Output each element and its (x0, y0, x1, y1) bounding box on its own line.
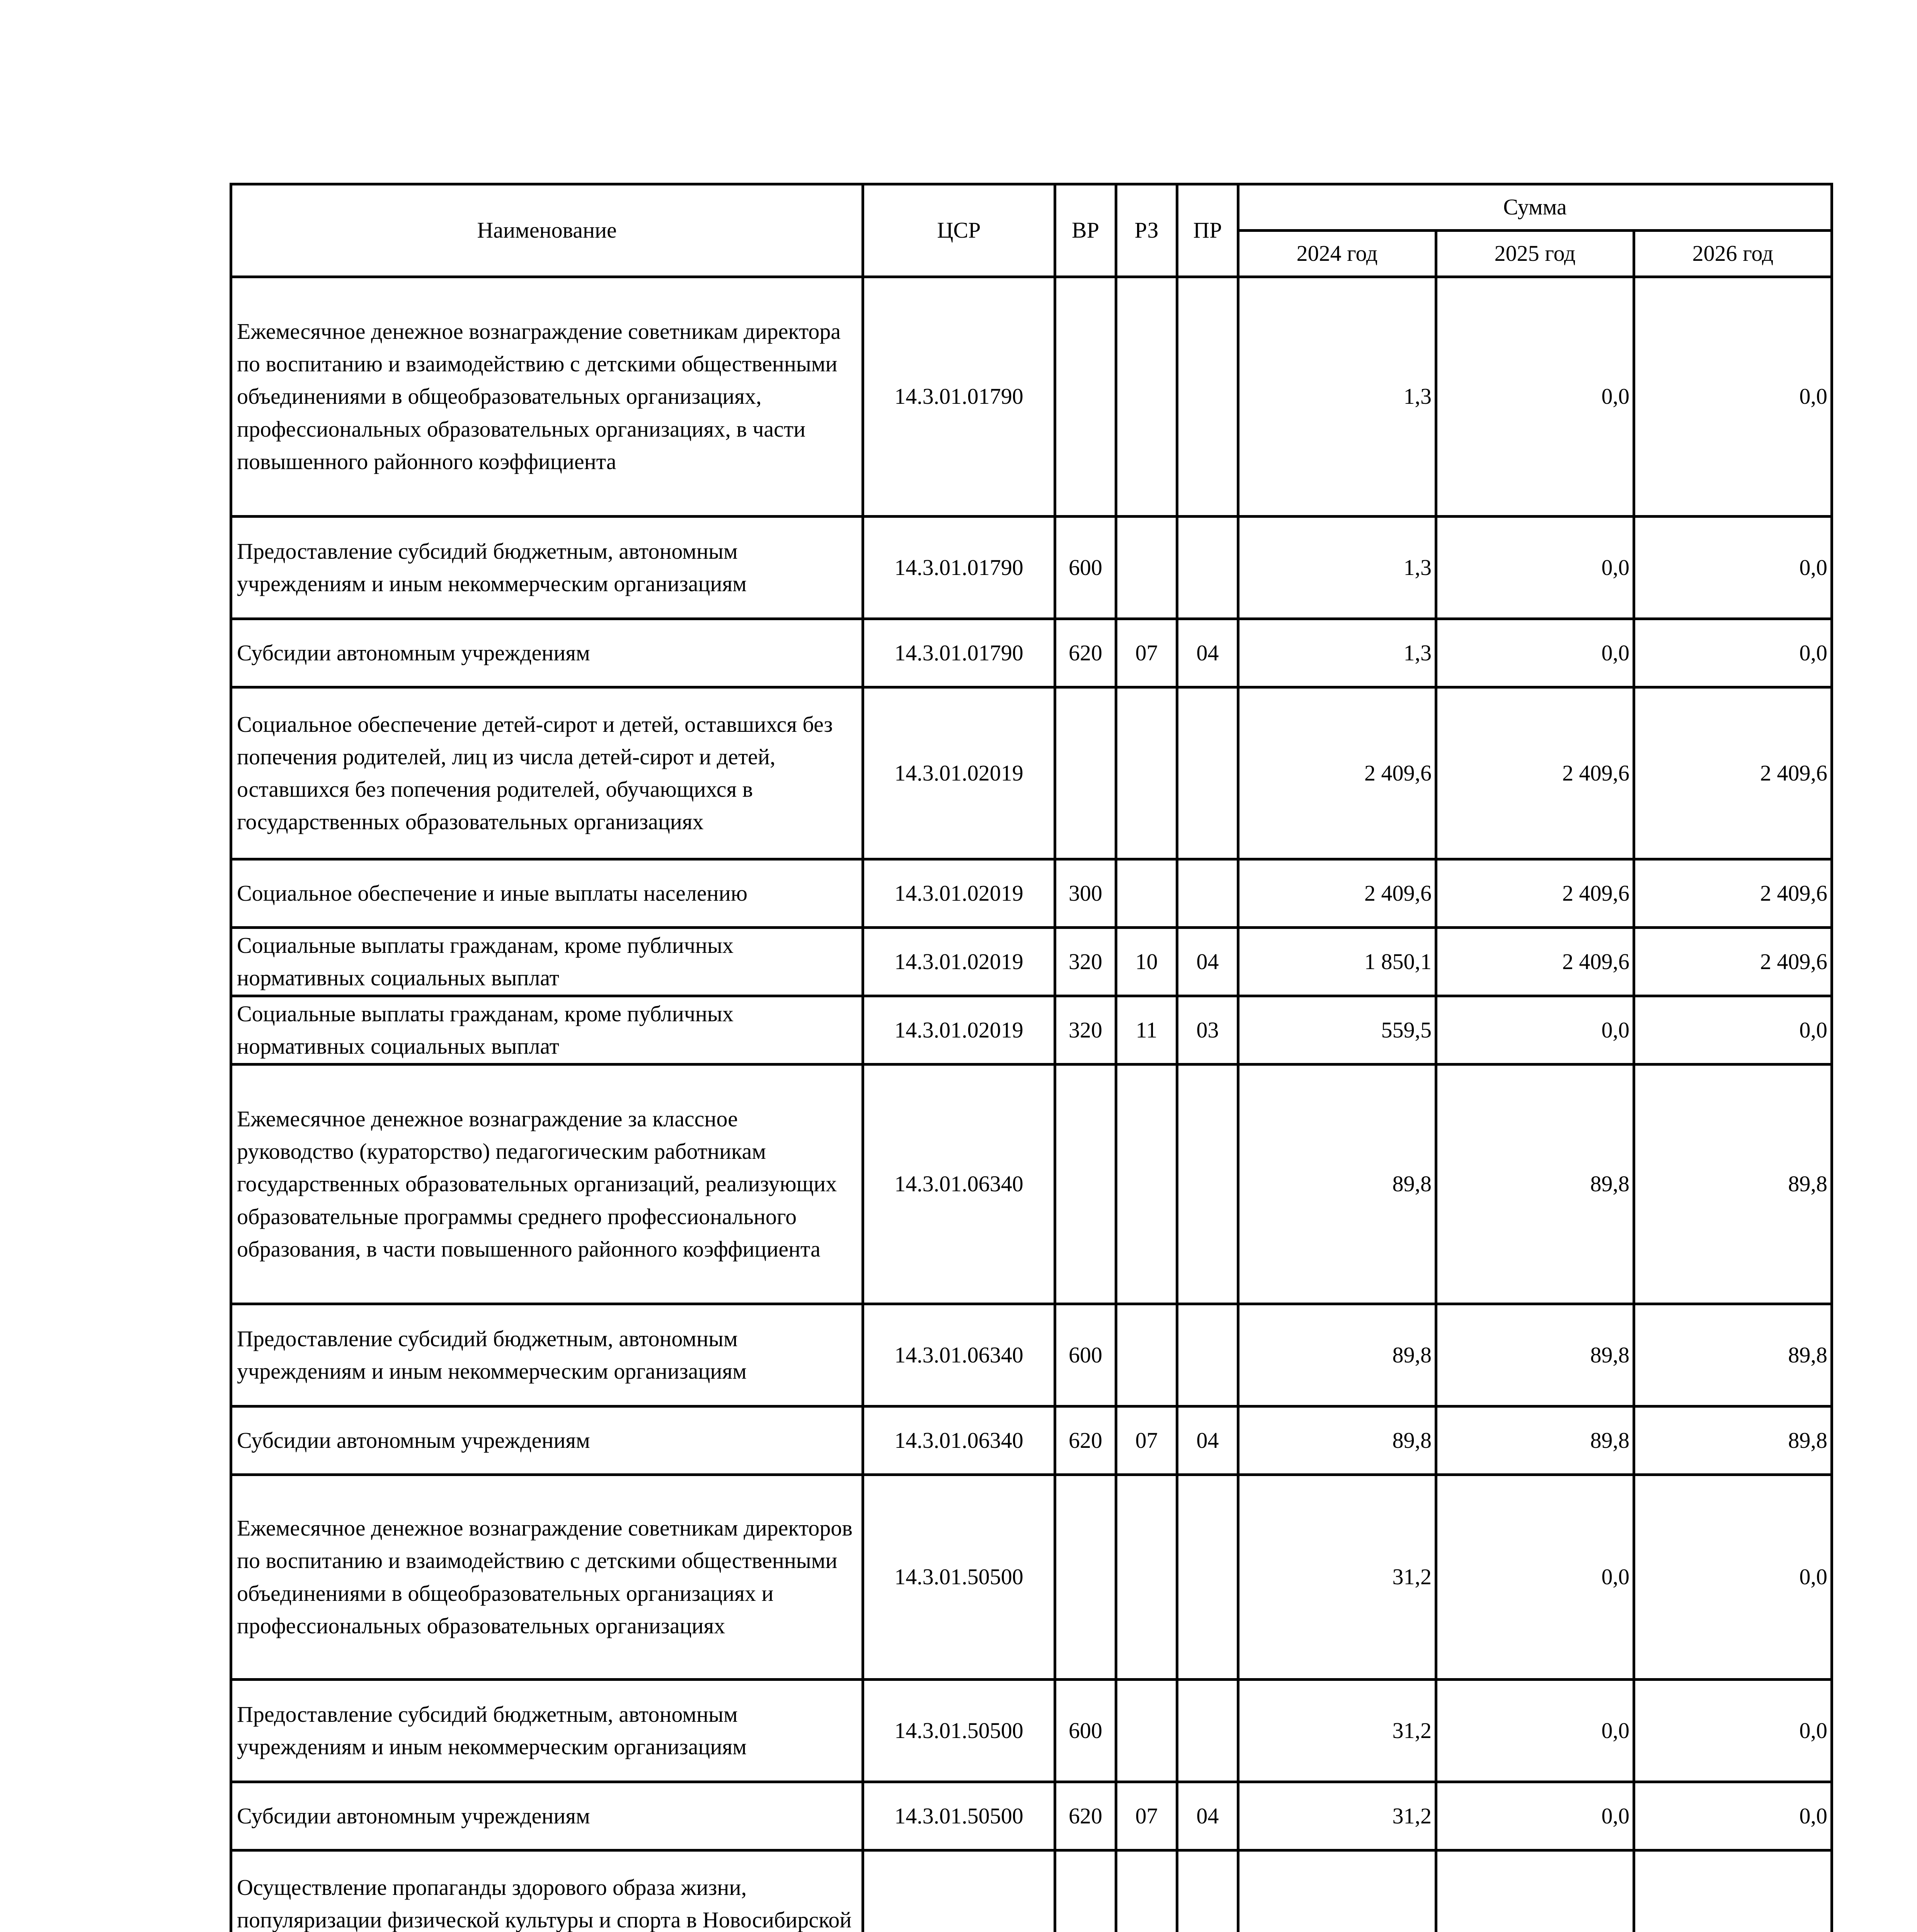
row-sum-2025: 2 409,6 (1436, 859, 1634, 928)
table-row (231, 517, 1832, 619)
table-row (231, 1850, 1832, 1932)
table-row (231, 859, 1832, 928)
row-sum-2025 (1436, 1850, 1634, 1932)
row-pr (1177, 1475, 1238, 1680)
row-csr (863, 1850, 1055, 1932)
row-rz: 07 (1116, 1406, 1177, 1475)
row-sum-2026 (1634, 1850, 1832, 1932)
header-pr: ПР (1177, 184, 1238, 277)
row-csr: 14.3.01.50500 (863, 1782, 1055, 1850)
row-sum-2024: 559,5 (1238, 996, 1436, 1065)
row-sum-2024: 2 409,6 (1238, 687, 1436, 859)
row-sum-2026: 0,0 (1634, 517, 1832, 619)
row-rz (1116, 1304, 1177, 1406)
row-name: Субсидии автономным учреждениям (231, 1406, 863, 1475)
row-csr: 14.3.01.01790 (863, 619, 1055, 687)
row-vr: 600 (1055, 1304, 1116, 1406)
row-csr: 14.3.01.01790 (863, 517, 1055, 619)
row-rz (1116, 277, 1177, 517)
row-sum-2025: 0,0 (1436, 517, 1634, 619)
row-sum-2025: 0,0 (1436, 1782, 1634, 1850)
row-name: Ежемесячное денежное вознаграждение за классное руководство (кураторство) педагогическим работникам государственных образовательных организаций, реализующих образовательные программы среднего профессионального образования, в части повышенного районного коэффициента (231, 1065, 863, 1304)
row-sum-2026: 89,8 (1634, 1304, 1832, 1406)
row-name: Осуществление пропаганды здорового образа жизни, популяризации физической культуры и спорта в Новосибирской (231, 1850, 863, 1932)
row-sum-2024: 89,8 (1238, 1065, 1436, 1304)
header-year-2024: 2024 год (1238, 231, 1436, 277)
row-csr: 14.3.01.06340 (863, 1065, 1055, 1304)
row-vr (1055, 277, 1116, 517)
row-pr (1177, 1680, 1238, 1782)
budget-table (230, 183, 1833, 1932)
row-pr: 04 (1177, 928, 1238, 996)
table-row (231, 687, 1832, 859)
row-name: Предоставление субсидий бюджетным, автономным учреждениям и иным некоммерческим организациям (231, 517, 863, 619)
row-vr: 300 (1055, 859, 1116, 928)
row-csr: 14.3.01.02019 (863, 928, 1055, 996)
row-pr (1177, 1304, 1238, 1406)
row-sum-2026: 0,0 (1634, 996, 1832, 1065)
row-rz (1116, 1065, 1177, 1304)
row-csr: 14.3.01.01790 (863, 277, 1055, 517)
row-sum-2026: 0,0 (1634, 619, 1832, 687)
row-sum-2024: 31,2 (1238, 1475, 1436, 1680)
row-sum-2025: 2 409,6 (1436, 928, 1634, 996)
row-vr (1055, 687, 1116, 859)
row-rz: 10 (1116, 928, 1177, 996)
row-sum-2026: 2 409,6 (1634, 928, 1832, 996)
row-pr (1177, 859, 1238, 928)
row-name: Субсидии автономным учреждениям (231, 619, 863, 687)
row-vr: 320 (1055, 928, 1116, 996)
row-csr: 14.3.01.02019 (863, 687, 1055, 859)
row-vr: 620 (1055, 1406, 1116, 1475)
row-sum-2024: 1,3 (1238, 517, 1436, 619)
row-name: Ежемесячное денежное вознаграждение советникам директора по воспитанию и взаимодействию с детскими общественными объединениями в общеобразовательных организациях, профессиональных образовательных организациях, в части повышенного районного коэффициента (231, 277, 863, 517)
row-name: Социальное обеспечение детей-сирот и детей, оставшихся без попечения родителей, лиц из числа детей-сирот и детей, оставшихся без попечения родителей, обучающихся в государственных образовательных организациях (231, 687, 863, 859)
row-sum-2026: 89,8 (1634, 1065, 1832, 1304)
row-rz (1116, 687, 1177, 859)
row-name: Социальные выплаты гражданам, кроме публичных нормативных социальных выплат (231, 996, 863, 1065)
table-row (231, 1406, 1832, 1475)
row-sum-2026: 0,0 (1634, 1475, 1832, 1680)
row-sum-2026: 0,0 (1634, 1680, 1832, 1782)
row-csr: 14.3.01.02019 (863, 859, 1055, 928)
header-vr: ВР (1055, 184, 1116, 277)
row-rz: 07 (1116, 1782, 1177, 1850)
row-csr: 14.3.01.02019 (863, 996, 1055, 1065)
table-row (231, 996, 1832, 1065)
row-pr: 04 (1177, 1406, 1238, 1475)
row-sum-2025: 89,8 (1436, 1065, 1634, 1304)
row-sum-2026: 0,0 (1634, 1782, 1832, 1850)
table-row (231, 1304, 1832, 1406)
row-sum-2025: 2 409,6 (1436, 687, 1634, 859)
row-vr: 620 (1055, 619, 1116, 687)
row-name: Субсидии автономным учреждениям (231, 1782, 863, 1850)
row-vr: 320 (1055, 996, 1116, 1065)
table-row (231, 1475, 1832, 1680)
row-sum-2024: 89,8 (1238, 1406, 1436, 1475)
row-csr: 14.3.01.50500 (863, 1475, 1055, 1680)
row-rz (1116, 1850, 1177, 1932)
row-pr: 03 (1177, 996, 1238, 1065)
row-rz: 11 (1116, 996, 1177, 1065)
header-year-2026: 2026 год (1634, 231, 1832, 277)
header-rz: РЗ (1116, 184, 1177, 277)
row-sum-2024: 2 409,6 (1238, 859, 1436, 928)
table-row (231, 928, 1832, 996)
row-pr: 04 (1177, 1782, 1238, 1850)
table-row (231, 1782, 1832, 1850)
row-sum-2025: 0,0 (1436, 1680, 1634, 1782)
row-sum-2025: 0,0 (1436, 277, 1634, 517)
row-sum-2024: 1,3 (1238, 619, 1436, 687)
row-sum-2026: 2 409,6 (1634, 859, 1832, 928)
header-sum: Сумма (1238, 184, 1832, 231)
row-pr: 04 (1177, 619, 1238, 687)
row-vr: 600 (1055, 1680, 1116, 1782)
row-sum-2024: 31,2 (1238, 1680, 1436, 1782)
row-sum-2025: 0,0 (1436, 1475, 1634, 1680)
row-sum-2024: 1 850,1 (1238, 928, 1436, 996)
row-rz (1116, 1475, 1177, 1680)
row-pr (1177, 687, 1238, 859)
row-name: Ежемесячное денежное вознаграждение советникам директоров по воспитанию и взаимодействию с детскими общественными объединениями в общеобразовательных организациях и профессиональных образовательных организациях (231, 1475, 863, 1680)
row-sum-2024 (1238, 1850, 1436, 1932)
row-sum-2025: 89,8 (1436, 1304, 1634, 1406)
row-sum-2025: 0,0 (1436, 619, 1634, 687)
row-sum-2026: 2 409,6 (1634, 687, 1832, 859)
row-name: Социальные выплаты гражданам, кроме публичных нормативных социальных выплат (231, 928, 863, 996)
row-sum-2024: 1,3 (1238, 277, 1436, 517)
row-name: Предоставление субсидий бюджетным, автономным учреждениям и иным некоммерческим организациям (231, 1304, 863, 1406)
row-vr: 620 (1055, 1782, 1116, 1850)
table-row (231, 277, 1832, 517)
row-sum-2026: 89,8 (1634, 1406, 1832, 1475)
row-sum-2025: 0,0 (1436, 996, 1634, 1065)
table-body (231, 277, 1832, 1932)
header-csr: ЦСР (863, 184, 1055, 277)
table-row (231, 1680, 1832, 1782)
row-rz (1116, 517, 1177, 619)
row-vr (1055, 1065, 1116, 1304)
table-row (231, 619, 1832, 687)
row-name: Предоставление субсидий бюджетным, автономным учреждениям и иным некоммерческим организациям (231, 1680, 863, 1782)
header-year-2025: 2025 год (1436, 231, 1634, 277)
header-name: Наименование (231, 184, 863, 277)
row-sum-2026: 0,0 (1634, 277, 1832, 517)
row-csr: 14.3.01.06340 (863, 1304, 1055, 1406)
row-csr: 14.3.01.50500 (863, 1680, 1055, 1782)
row-sum-2024: 31,2 (1238, 1782, 1436, 1850)
row-rz: 07 (1116, 619, 1177, 687)
row-vr (1055, 1850, 1116, 1932)
row-sum-2024: 89,8 (1238, 1304, 1436, 1406)
row-vr: 600 (1055, 517, 1116, 619)
row-vr (1055, 1475, 1116, 1680)
table-row (231, 1065, 1832, 1304)
row-rz (1116, 1680, 1177, 1782)
row-csr: 14.3.01.06340 (863, 1406, 1055, 1475)
row-pr (1177, 277, 1238, 517)
row-name: Социальное обеспечение и иные выплаты населению (231, 859, 863, 928)
row-sum-2025: 89,8 (1436, 1406, 1634, 1475)
row-pr (1177, 517, 1238, 619)
row-pr (1177, 1065, 1238, 1304)
row-rz (1116, 859, 1177, 928)
row-pr (1177, 1850, 1238, 1932)
